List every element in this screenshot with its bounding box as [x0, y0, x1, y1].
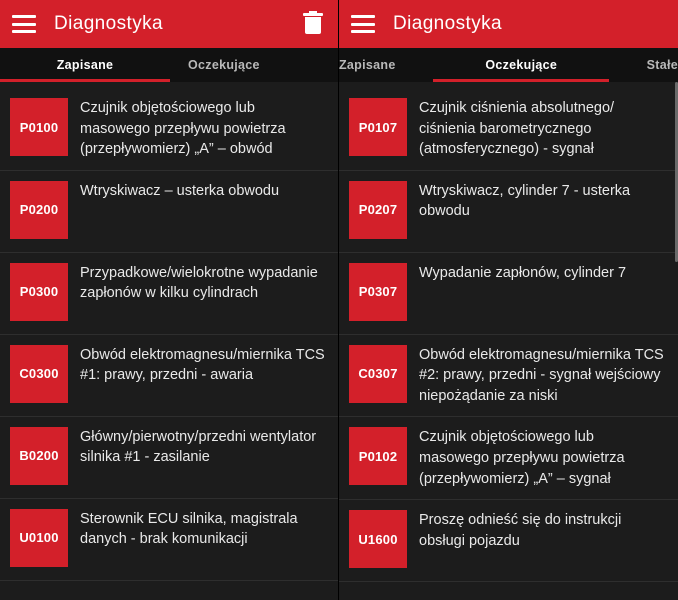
trash-icon[interactable]	[300, 11, 326, 37]
table-row[interactable]	[0, 88, 338, 171]
status-badge: C0307	[349, 345, 407, 403]
status-badge: P0300	[10, 263, 68, 321]
dtc-description: Czujnik objętościowego lub masowego przepływu powietrza (przepływomierz) „A” – sygnał	[419, 429, 625, 487]
table-row[interactable]	[339, 171, 678, 253]
status-badge: P0307	[349, 263, 407, 321]
tab-bar-left	[0, 48, 338, 82]
table-row[interactable]	[0, 417, 338, 499]
table-row[interactable]	[0, 171, 338, 253]
dtc-description: Sterownik ECU silnika, magistrala danych - brak komunikacji	[80, 510, 298, 548]
table-row[interactable]	[339, 500, 678, 582]
status-badge: B0200	[10, 427, 68, 485]
dtc-description: Główny/pierwotny/przedni wentylator silnika #1 - zasilanie	[80, 428, 317, 466]
dtc-description: Czujnik objętościowego lub masowego przepływu powietrza (przepływomierz) „A” – obwód	[80, 100, 286, 158]
status-badge: U1600	[349, 510, 407, 568]
hamburger-icon[interactable]	[351, 15, 375, 33]
page-title: Diagnostyka	[393, 13, 502, 34]
status-badge: P0207	[349, 181, 407, 239]
dtc-description: Wtryskiwacz – usterka obwodu	[80, 182, 280, 199]
tab-oczekujace[interactable]: Oczekujące	[433, 48, 609, 82]
table-row[interactable]	[339, 417, 678, 500]
status-badge: P0107	[349, 98, 407, 156]
table-row[interactable]	[0, 335, 338, 417]
table-row[interactable]	[0, 253, 338, 335]
tab-bar-right	[339, 48, 678, 82]
status-badge: P0200	[10, 181, 68, 239]
dtc-description: Obwód elektromagnesu/miernika TCS #2: prawy, przedni - sygnał wejściowy niepożądanie za niski	[419, 346, 664, 404]
table-row[interactable]	[0, 499, 338, 581]
dtc-description: Wypadanie zapłonów, cylinder 7	[419, 264, 627, 281]
dtc-description: Wtryskiwacz, cylinder 7 - usterka obwodu	[419, 182, 631, 220]
app-bar-right	[339, 0, 678, 48]
dtc-list-pending[interactable]	[339, 82, 678, 600]
table-row[interactable]	[339, 253, 678, 335]
dtc-list-saved[interactable]	[0, 82, 338, 600]
status-badge: U0100	[10, 509, 68, 567]
table-row[interactable]	[339, 88, 678, 171]
tab-stale[interactable]: Stałe	[646, 58, 678, 72]
dtc-description: Obwód elektromagnesu/miernika TCS #1: prawy, przedni - awaria	[80, 346, 325, 384]
status-badge: P0100	[10, 98, 68, 156]
hamburger-icon[interactable]	[12, 15, 36, 33]
tab-zapisane[interactable]: Zapisane	[0, 48, 170, 82]
screen-pending-codes	[339, 0, 678, 600]
dtc-description: Proszę odnieść się do instrukcji obsługi pojazdu	[419, 512, 622, 549]
tab-oczekujace[interactable]: Oczekujące	[188, 58, 260, 72]
tab-zapisane[interactable]: Zapisane	[339, 58, 396, 72]
status-badge: C0300	[10, 345, 68, 403]
dtc-description: Przypadkowe/wielokrotne wypadanie zapłonów w kilku cylindrach	[80, 264, 318, 302]
table-row[interactable]	[339, 335, 678, 418]
dtc-description: Czujnik ciśnienia absolutnego/ ciśnienia barometrycznego (atmosferycznego) - sygnał	[419, 100, 615, 158]
app-bar-left	[0, 0, 338, 48]
status-badge: P0102	[349, 427, 407, 485]
page-title: Diagnostyka	[54, 13, 163, 34]
